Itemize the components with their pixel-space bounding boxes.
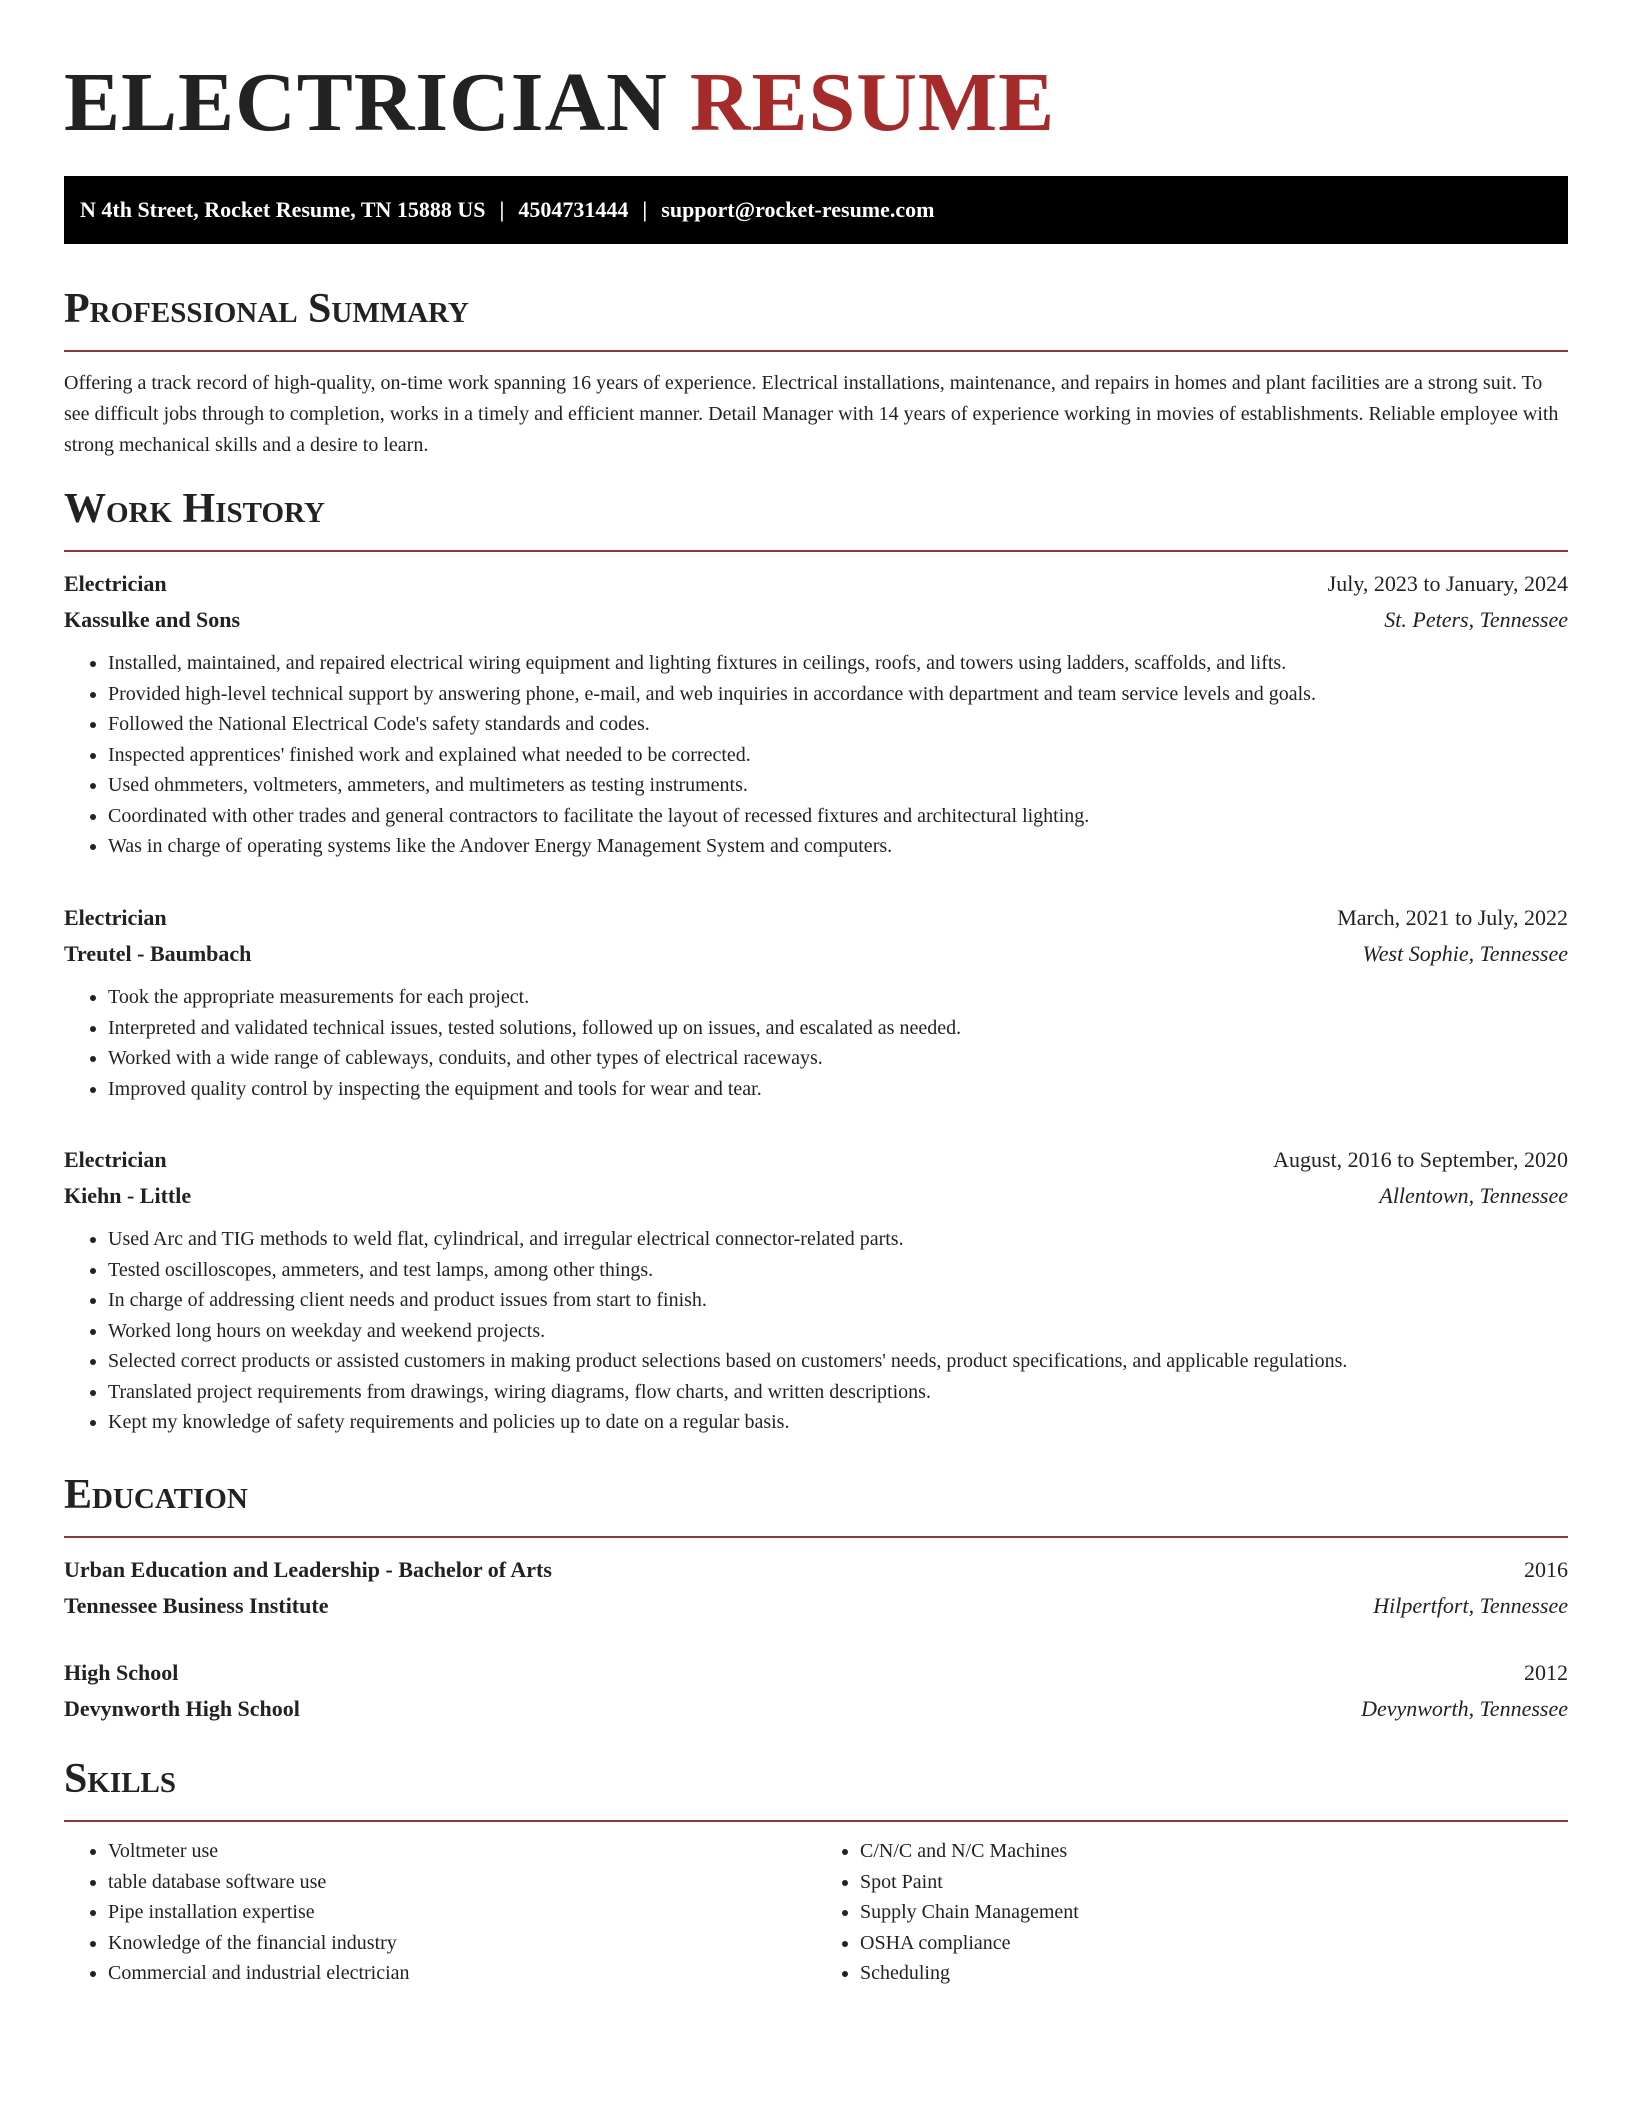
job-dates: July, 2023 to January, 2024 bbox=[1327, 571, 1568, 596]
list-item: • Used Arc and TIG methods to weld flat, cylindrical, and irregular electrical connector-related parts. bbox=[108, 1224, 1568, 1255]
list-item: • Followed the National Electrical Code's safety standards and codes. bbox=[108, 709, 1568, 740]
skills-list bbox=[64, 1836, 1568, 1989]
work-section bbox=[64, 484, 1568, 552]
education-year: 2012 bbox=[1524, 1660, 1568, 1685]
job-location: West Sophie, Tennessee bbox=[1362, 941, 1568, 966]
list-item: • Worked with a wide range of cableways, conduits, and other types of electrical raceways. bbox=[108, 1043, 1568, 1074]
list-item: • Worked long hours on weekday and weekend projects. bbox=[108, 1316, 1568, 1347]
job-entry bbox=[64, 1142, 1568, 1438]
list-item: • Was in charge of operating systems like the Andover Energy Management System and computers. bbox=[108, 831, 1568, 862]
list-item: • Used ohmmeters, voltmeters, ammeters, and multimeters as testing instruments. bbox=[108, 770, 1568, 801]
job-entry bbox=[64, 566, 1568, 862]
list-item: • Inspected apprentices' finished work and explained what needed to be corrected. bbox=[108, 740, 1568, 771]
list-item: • In charge of addressing client needs and product issues from start to finish. bbox=[108, 1285, 1568, 1316]
section-divider bbox=[64, 550, 1568, 552]
list-item: • Installed, maintained, and repaired electrical wiring equipment and lighting fixtures in ceilings, roofs, and towers using ladders, scaffolds, and lifts. bbox=[108, 648, 1568, 679]
job-dates: August, 2016 to September, 2020 bbox=[1273, 1147, 1568, 1172]
contact-phone: 4504731444 bbox=[518, 197, 629, 222]
education-section bbox=[64, 1470, 1568, 1538]
education-degree: High School bbox=[64, 1660, 179, 1685]
list-item: • Took the appropriate measurements for each project. bbox=[108, 982, 1568, 1013]
job-title: Electrician bbox=[64, 905, 167, 930]
job-entry bbox=[64, 900, 1568, 1104]
contact-separator: | bbox=[642, 197, 648, 222]
education-location: Devynworth, Tennessee bbox=[1361, 1696, 1568, 1721]
skill-item: • OSHA compliance bbox=[860, 1928, 1568, 1959]
job-dates: March, 2021 to July, 2022 bbox=[1337, 905, 1568, 930]
title-accent: RESUME bbox=[689, 56, 1056, 149]
contact-separator: | bbox=[499, 197, 505, 222]
job-title: Electrician bbox=[64, 1147, 167, 1172]
skills-heading: Skills bbox=[64, 1756, 177, 1802]
contact-bar bbox=[64, 176, 1568, 244]
work-heading: Work History bbox=[64, 486, 325, 532]
title-main: ELECTRICIAN bbox=[64, 56, 668, 149]
resume-title bbox=[64, 0, 1568, 172]
job-duties bbox=[64, 648, 1568, 862]
skill-item: • Scheduling bbox=[860, 1958, 1568, 1989]
skills-section bbox=[64, 1754, 1568, 1822]
contact-address: N 4th Street, Rocket Resume, TN 15888 US bbox=[80, 197, 486, 222]
education-entry bbox=[64, 1552, 1568, 1624]
contact-email[interactable]: support@rocket-resume.com bbox=[661, 197, 935, 222]
list-item: • Translated project requirements from drawings, wiring diagrams, flow charts, and written descriptions. bbox=[108, 1377, 1568, 1408]
list-item: • Interpreted and validated technical issues, tested solutions, followed up on issues, and escalated as needed. bbox=[108, 1013, 1568, 1044]
skill-item: • Voltmeter use bbox=[108, 1836, 816, 1867]
list-item: • Selected correct products or assisted customers in making product selections based on customers' needs, product specifications, and applicable regulations. bbox=[108, 1346, 1568, 1377]
section-divider bbox=[64, 1536, 1568, 1538]
summary-heading: Professional Summary bbox=[64, 286, 469, 332]
job-duties bbox=[64, 982, 1568, 1104]
section-divider bbox=[64, 1820, 1568, 1822]
education-location: Hilpertfort, Tennessee bbox=[1373, 1593, 1568, 1618]
education-school: Devynworth High School bbox=[64, 1696, 300, 1721]
skill-item: • Spot Paint bbox=[860, 1867, 1568, 1898]
skill-item: • table database software use bbox=[108, 1867, 816, 1898]
list-item: • Provided high-level technical support by answering phone, e-mail, and web inquiries in accordance with department and team service levels and goals. bbox=[108, 679, 1568, 710]
skill-item: • Commercial and industrial electrician bbox=[108, 1958, 816, 1989]
job-location: St. Peters, Tennessee bbox=[1384, 607, 1568, 632]
job-title: Electrician bbox=[64, 571, 167, 596]
summary-section bbox=[64, 284, 1568, 461]
summary-text: Offering a track record of high-quality, on-time work spanning 16 years of experience. Electrical installations, maintenance, and repairs in homes and plant facilities are a strong suit. To see difficult jobs through to completion, works in a timely and efficient manner. Detail Manager with 14 years of experience working in movies of establishments. Reliable employee with strong mechanical skills and a desire to learn. bbox=[64, 372, 1559, 456]
education-entry bbox=[64, 1655, 1568, 1727]
list-item: • Kept my knowledge of safety requirements and policies up to date on a regular basis. bbox=[108, 1407, 1568, 1438]
list-item: • Improved quality control by inspecting the equipment and tools for wear and tear. bbox=[108, 1074, 1568, 1105]
education-year: 2016 bbox=[1524, 1557, 1568, 1582]
skill-item: • C/N/C and N/C Machines bbox=[860, 1836, 1568, 1867]
list-item: • Tested oscilloscopes, ammeters, and test lamps, among other things. bbox=[108, 1255, 1568, 1286]
list-item: • Coordinated with other trades and general contractors to facilitate the layout of recessed fixtures and architectural lighting. bbox=[108, 801, 1568, 832]
job-company: Kiehn - Little bbox=[64, 1183, 192, 1208]
skill-item: • Pipe installation expertise bbox=[108, 1897, 816, 1928]
skills-column-left bbox=[64, 1836, 816, 1989]
education-heading: Education bbox=[64, 1472, 248, 1518]
skill-item: • Knowledge of the financial industry bbox=[108, 1928, 816, 1959]
education-degree: Urban Education and Leadership - Bachelor of Arts bbox=[64, 1557, 552, 1582]
education-school: Tennessee Business Institute bbox=[64, 1593, 329, 1618]
section-divider bbox=[64, 350, 1568, 352]
job-company: Treutel - Baumbach bbox=[64, 941, 252, 966]
job-location: Allentown, Tennessee bbox=[1379, 1183, 1568, 1208]
job-company: Kassulke and Sons bbox=[64, 607, 241, 632]
job-duties bbox=[64, 1224, 1568, 1438]
skills-column-right bbox=[816, 1836, 1568, 1989]
skill-item: • Supply Chain Management bbox=[860, 1897, 1568, 1928]
